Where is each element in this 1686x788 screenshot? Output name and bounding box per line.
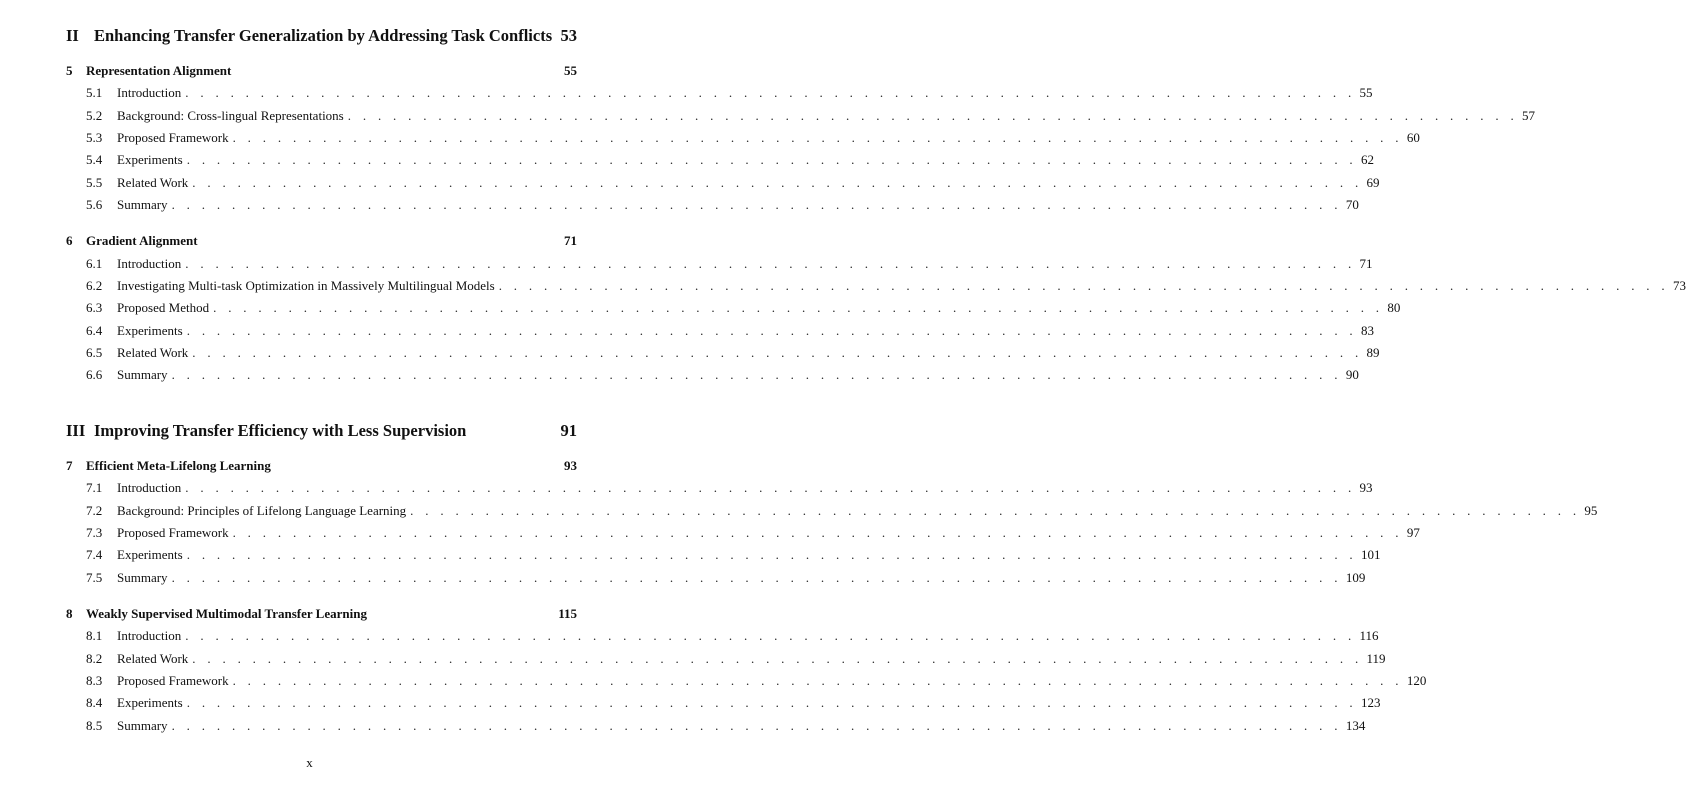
section-title: Experiments	[117, 547, 183, 563]
toc-section-entry[interactable]	[86, 547, 1381, 563]
chapter-page: 71	[564, 233, 577, 249]
toc-section-entry[interactable]	[86, 85, 1373, 101]
toc-section-entry[interactable]	[86, 480, 1373, 496]
section-page: 62	[1360, 152, 1374, 168]
chapter-heading[interactable]	[66, 606, 577, 622]
section-number: 6.3	[86, 300, 103, 316]
toc-section-entry[interactable]	[86, 277, 1686, 294]
section-title: Background: Principles of Lifelong Language Learning	[117, 502, 407, 518]
chapter-heading[interactable]	[66, 458, 577, 474]
section-page: 101	[1360, 547, 1381, 563]
dot-leader: . . . . . . . . . . . . . . . . . . . . . . . . . . . . . . . . . . . . . . . . . . . . . . . . . . . . . . . . . . . . . . . . . . . . . . . . . . . . . .	[186, 152, 1357, 168]
section-number: 7.2	[86, 502, 103, 518]
dot-leader: . . . . . . . . . . . . . . . . . . . . . . . . . . . . . . . . . . . . . . . . . . . . . . . . . . . . . . . . . . . . . . . . . . . . . . . . . . . . . .	[192, 650, 1363, 666]
section-page: 116	[1359, 628, 1379, 644]
section-title: Investigating Multi-task Optimization in Massively Multilingual Models	[117, 277, 495, 293]
dot-leader: . . . . . . . . . . . . . . . . . . . . . . . . . . . . . . . . . . . . . . . . . . . . . . . . . . . . . . . . . . . . . . . . . . . . . . . . . . . . . .	[232, 672, 1403, 688]
section-number: 5.4	[86, 152, 103, 168]
section-number: 8.3	[86, 672, 103, 688]
page-number-footer: x	[306, 755, 313, 770]
section-number: 7.3	[86, 524, 103, 540]
chapter-title: Efficient Meta-Lifelong Learning	[86, 458, 271, 473]
chapter-number: 8	[66, 606, 73, 621]
section-number: 8.2	[86, 650, 103, 666]
chapter-heading[interactable]	[66, 233, 577, 249]
dot-leader: . . . . . . . . . . . . . . . . . . . . . . . . . . . . . . . . . . . . . . . . . . . . . . . . . . . . . . . . . . . . . . . . . . . . . . . . . . . . . .	[410, 502, 1581, 518]
dot-leader: . . . . . . . . . . . . . . . . . . . . . . . . . . . . . . . . . . . . . . . . . . . . . . . . . . . . . . . . . . . . . . . . . . . . . . . . . . . . . .	[232, 524, 1403, 540]
section-title: Related Work	[117, 344, 189, 360]
section-number: 5.3	[86, 129, 103, 145]
toc-section-entry[interactable]	[86, 255, 1373, 272]
section-number: 7.1	[86, 480, 103, 496]
section-page: 71	[1359, 255, 1373, 271]
section-page: 95	[1584, 502, 1598, 518]
section-number: 6.4	[86, 322, 103, 338]
section-number: 8.5	[86, 717, 103, 733]
dot-leader: . . . . . . . . . . . . . . . . . . . . . . . . . . . . . . . . . . . . . . . . . . . . . . . . . . . . . . . . . . . . . . . . . . . . . . . . . . . . . .	[185, 628, 1356, 644]
section-title: Proposed Framework	[117, 524, 229, 540]
chapter-title: Weakly Supervised Multimodal Transfer Learning	[86, 606, 367, 621]
section-title: Experiments	[117, 695, 183, 711]
section-title: Introduction	[117, 628, 182, 644]
chapter-page: 55	[564, 63, 577, 78]
section-page: 55	[1359, 85, 1373, 101]
part-title: Improving Transfer Efficiency with Less Supervision	[94, 421, 467, 440]
part-number: II	[66, 26, 79, 45]
section-title: Related Work	[117, 650, 189, 666]
section-number: 6.2	[86, 277, 103, 293]
section-title: Summary	[117, 367, 168, 383]
section-number: 7.5	[86, 569, 103, 585]
section-page: 93	[1359, 480, 1373, 496]
toc-section-entry[interactable]	[86, 569, 1366, 586]
section-title: Proposed Framework	[117, 672, 229, 688]
section-page: 97	[1406, 524, 1420, 540]
toc-section-entry[interactable]	[86, 524, 1420, 541]
chapter-page: 93	[564, 458, 577, 473]
section-page: 69	[1366, 174, 1380, 190]
toc-section-entry[interactable]	[86, 628, 1379, 644]
part-page: 91	[560, 421, 577, 440]
toc-section-entry[interactable]	[86, 196, 1359, 213]
section-title: Experiments	[117, 152, 183, 168]
section-title: Summary	[117, 196, 168, 212]
dot-leader: . . . . . . . . . . . . . . . . . . . . . . . . . . . . . . . . . . . . . . . . . . . . . . . . . . . . . . . . . . . . . . . . . . . . . . . . . . . . . .	[192, 344, 1363, 360]
section-page: 80	[1387, 300, 1401, 316]
part-title: Enhancing Transfer Generalization by Addressing Task Conflicts	[94, 26, 553, 45]
toc-section-entry[interactable]	[86, 367, 1359, 383]
dot-leader: . . . . . . . . . . . . . . . . . . . . . . . . . . . . . . . . . . . . . . . . . . . . . . . . . . . . . . . . . . . . . . . . . . . . . . . . . . . . . .	[186, 695, 1357, 711]
dot-leader: . . . . . . . . . . . . . . . . . . . . . . . . . . . . . . . . . . . . . . . . . . . . . . . . . . . . . . . . . . . . . . . . . . . . . . . . . . . . . .	[185, 255, 1356, 271]
dot-leader: . . . . . . . . . . . . . . . . . . . . . . . . . . . . . . . . . . . . . . . . . . . . . . . . . . . . . . . . . . . . . . . . . . . . . . . . . . . . . .	[213, 300, 1384, 316]
toc-section-entry[interactable]	[86, 174, 1380, 191]
part-number: III	[66, 421, 86, 440]
section-number: 7.4	[86, 547, 103, 563]
section-number: 5.6	[86, 196, 103, 212]
section-number: 6.6	[86, 367, 103, 383]
part-heading[interactable]	[66, 421, 577, 441]
toc-section-entry[interactable]	[86, 107, 1535, 124]
section-page: 57	[1522, 107, 1535, 123]
dot-leader: . . . . . . . . . . . . . . . . . . . . . . . . . . . . . . . . . . . . . . . . . . . . . . . . . . . . . . . . . . . . . . . . . . . . . . . . . . . . . .	[232, 129, 1403, 145]
dot-leader: . . . . . . . . . . . . . . . . . . . . . . . . . . . . . . . . . . . . . . . . . . . . . . . . . . . . . . . . . . . . . . . . . . . . . . . . . . . . . .	[192, 174, 1363, 190]
section-number: 5.1	[86, 85, 103, 101]
section-title: Proposed Framework	[117, 129, 229, 145]
section-number: 8.4	[86, 695, 103, 711]
toc-section-entry[interactable]	[86, 129, 1420, 146]
section-page: 73	[1672, 277, 1686, 293]
section-title: Introduction	[117, 480, 182, 496]
section-title: Background: Cross-lingual Representations	[117, 107, 344, 123]
chapter-page: 115	[558, 606, 577, 621]
section-page: 83	[1360, 322, 1374, 338]
chapter-number: 5	[66, 63, 73, 78]
section-page: 119	[1366, 650, 1386, 666]
dot-leader: . . . . . . . . . . . . . . . . . . . . . . . . . . . . . . . . . . . . . . . . . . . . . . . . . . . . . . . . . . . . . . . . . . . . . . . . . . . . . .	[171, 569, 1342, 585]
section-title: Proposed Method	[117, 300, 210, 316]
chapter-title: Representation Alignment	[86, 63, 232, 78]
section-page: 134	[1345, 717, 1366, 733]
chapter-number: 7	[66, 458, 73, 473]
section-title: Summary	[117, 717, 168, 733]
section-title: Summary	[117, 569, 168, 585]
part-heading[interactable]	[66, 26, 577, 46]
section-page: 60	[1406, 129, 1420, 145]
part-page: 53	[560, 26, 577, 45]
chapter-number: 6	[66, 233, 73, 249]
toc-section-entry[interactable]	[86, 152, 1374, 168]
section-title: Experiments	[117, 322, 183, 338]
section-page: 70	[1345, 196, 1359, 212]
dot-leader: . . . . . . . . . . . . . . . . . . . . . . . . . . . . . . . . . . . . . . . . . . . . . . . . . . . . . . . . . . . . . . . . . . . . . . . . . . . . . .	[186, 322, 1357, 338]
section-number: 5.5	[86, 174, 103, 190]
dot-leader: . . . . . . . . . . . . . . . . . . . . . . . . . . . . . . . . . . . . . . . . . . . . . . . . . . . . . . . . . . . . . . . . . . . . . . . . . . . . . .	[498, 277, 1669, 293]
dot-leader: . . . . . . . . . . . . . . . . . . . . . . . . . . . . . . . . . . . . . . . . . . . . . . . . . . . . . . . . . . . . . . . . . . . . . . . . . . . . . .	[186, 547, 1357, 563]
dot-leader: . . . . . . . . . . . . . . . . . . . . . . . . . . . . . . . . . . . . . . . . . . . . . . . . . . . . . . . . . . . . . . . . . . . . . . . . . . . . . .	[171, 196, 1342, 212]
dot-leader: . . . . . . . . . . . . . . . . . . . . . . . . . . . . . . . . . . . . . . . . . . . . . . . . . . . . . . . . . . . . . . . . . . . . . . . . . . . . . .	[347, 107, 1518, 123]
section-page: 123	[1360, 695, 1381, 711]
section-number: 6.1	[86, 255, 103, 271]
section-title: Introduction	[117, 255, 182, 271]
toc-section-entry[interactable]	[86, 650, 1386, 667]
dot-leader: . . . . . . . . . . . . . . . . . . . . . . . . . . . . . . . . . . . . . . . . . . . . . . . . . . . . . . . . . . . . . . . . . . . . . . . . . . . . . .	[171, 717, 1342, 733]
toc-section-entry[interactable]	[86, 300, 1401, 316]
dot-leader: . . . . . . . . . . . . . . . . . . . . . . . . . . . . . . . . . . . . . . . . . . . . . . . . . . . . . . . . . . . . . . . . . . . . . . . . . . . . . .	[185, 480, 1356, 496]
section-page: 120	[1406, 672, 1427, 688]
toc-section-entry[interactable]	[86, 672, 1427, 689]
section-number: 5.2	[86, 107, 103, 123]
section-page: 89	[1366, 344, 1380, 360]
dot-leader: . . . . . . . . . . . . . . . . . . . . . . . . . . . . . . . . . . . . . . . . . . . . . . . . . . . . . . . . . . . . . . . . . . . . . . . . . . . . . .	[185, 85, 1356, 101]
chapter-title: Gradient Alignment	[86, 233, 198, 249]
toc-section-entry[interactable]	[86, 344, 1380, 361]
section-page: 109	[1345, 569, 1366, 585]
section-number: 6.5	[86, 344, 103, 360]
toc-section-entry[interactable]	[86, 695, 1381, 711]
section-title: Introduction	[117, 85, 182, 101]
section-title: Related Work	[117, 174, 189, 190]
section-page: 90	[1345, 367, 1359, 383]
toc-section-entry[interactable]	[86, 717, 1366, 734]
toc-section-entry[interactable]	[86, 322, 1374, 339]
toc-section-entry[interactable]	[86, 502, 1598, 519]
dot-leader: . . . . . . . . . . . . . . . . . . . . . . . . . . . . . . . . . . . . . . . . . . . . . . . . . . . . . . . . . . . . . . . . . . . . . . . . . . . . . .	[171, 367, 1342, 383]
chapter-heading[interactable]	[66, 63, 577, 79]
section-number: 8.1	[86, 628, 103, 644]
